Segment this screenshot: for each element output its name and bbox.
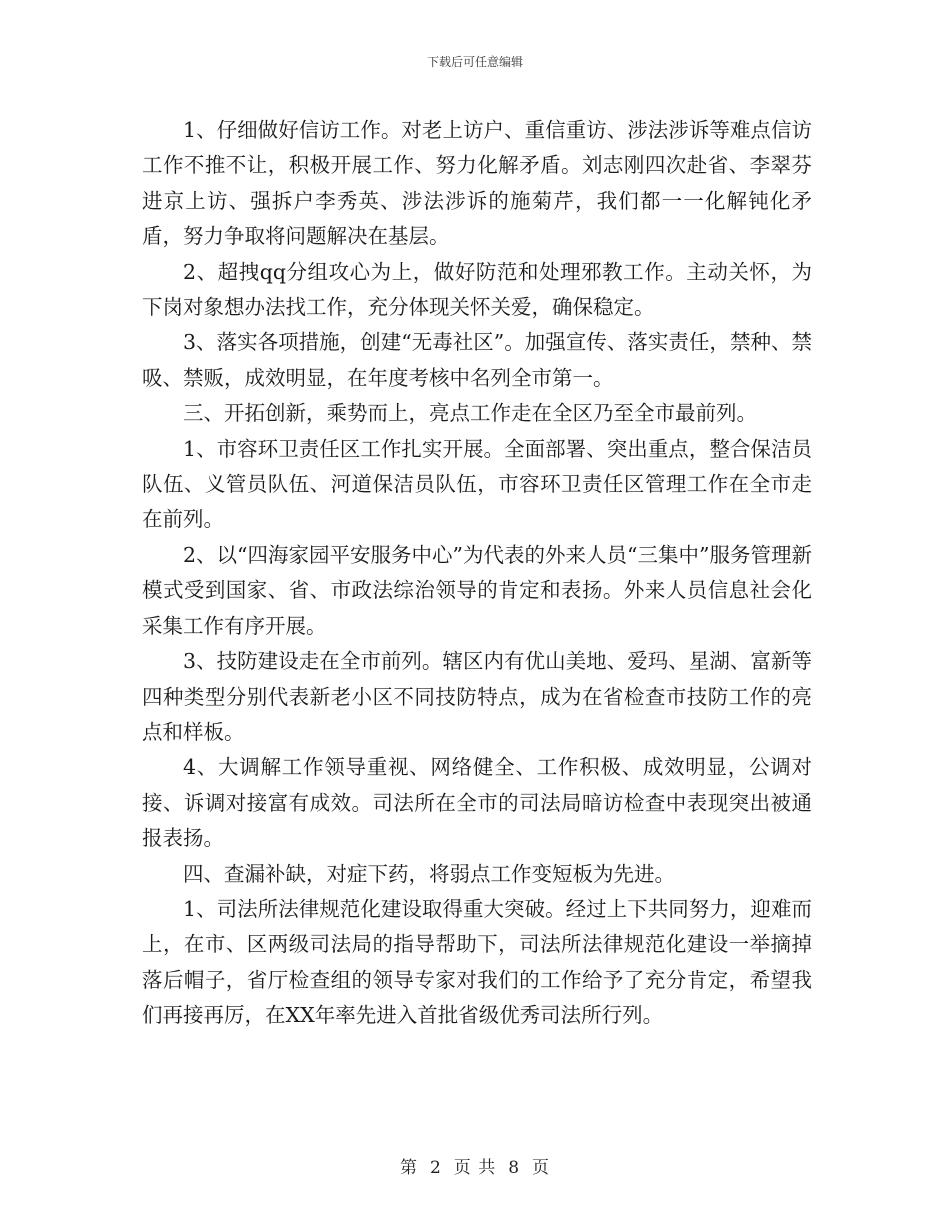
section-heading: 四、查漏补缺，对症下药，将弱点工作变短板为先进。 — [183, 861, 675, 886]
footer-middle: 页 共 — [453, 1158, 497, 1178]
paragraph: 1、市容环卫责任区工作扎实开展。全面部署、突出重点，整合保洁员队伍、义管员队伍、河道保洁员队伍，市容环卫责任区管理工作在全市走在前列。 — [142, 436, 812, 532]
paragraph: 2、超拽qq分组攻心为上，做好防范和处理邪教工作。主动关怀，为下岗对象想办法找工作，充分体现关怀关爱，确保稳定。 — [142, 259, 812, 320]
footer-page-number: 2 — [429, 1158, 442, 1178]
paragraph: 3、技防建设走在全市前列。辖区内有优山美地、爱玛、星湖、富新等四种类型分别代表新老小区不同技防特点，成为在省检查市技防工作的亮点和样板。 — [142, 649, 812, 744]
footer-suffix: 页 — [532, 1158, 551, 1178]
paragraph: 4、大调解工作领导重视、网络健全、工作积极、成效明显，公调对接、诉调对接富有成效。司法所在全市的司法局暗访检查中表现突出被通报表扬。 — [142, 755, 812, 851]
header-note: 下载后可任意编辑 — [426, 55, 523, 69]
body-text — [142, 113, 812, 1034]
footer-prefix: 第 — [399, 1158, 418, 1178]
footer-total-pages: 8 — [508, 1158, 521, 1178]
section-heading: 三、开拓创新，乘势而上，亮点工作走在全区乃至全市最前列。 — [183, 401, 757, 426]
paragraph: 3、落实各项措施，创建“无毒社区”。加强宣传、落实责任，禁种、禁吸、禁贩，成效明显，在年度考核中名列全市第一。 — [142, 330, 812, 390]
paragraph: 1、司法所法律规范化建设取得重大突破。经过上下共同努力，迎难而上，在市、区两级司法局的指导帮助下，司法所法律规范化建设一举摘掉落后帽子，省厅检查组的领导专家对我们的工作给予了充分肯定，希望我们再接再厉，在XX年率先进入首批省级优秀司法所行列。 — [142, 896, 812, 1028]
paragraph: 2、以“四海家园平安服务中心”为代表的外来人员“三集中”服务管理新模式受到国家、省、市政法综治领导的肯定和表扬。外来人员信息社会化采集工作有序开展。 — [142, 542, 812, 638]
paragraph: 1、仔细做好信访工作。对老上访户、重信重访、涉法涉诉等难点信访工作不推不让，积极开展工作、努力化解矛盾。刘志刚四次赴省、李翠芬进京上访、强拆户李秀英、涉法涉诉的施菊芹，我们都一一化解钝化矛盾，努力争取将问题解决在基层。 — [142, 118, 812, 249]
page-footer — [0, 1153, 950, 1178]
